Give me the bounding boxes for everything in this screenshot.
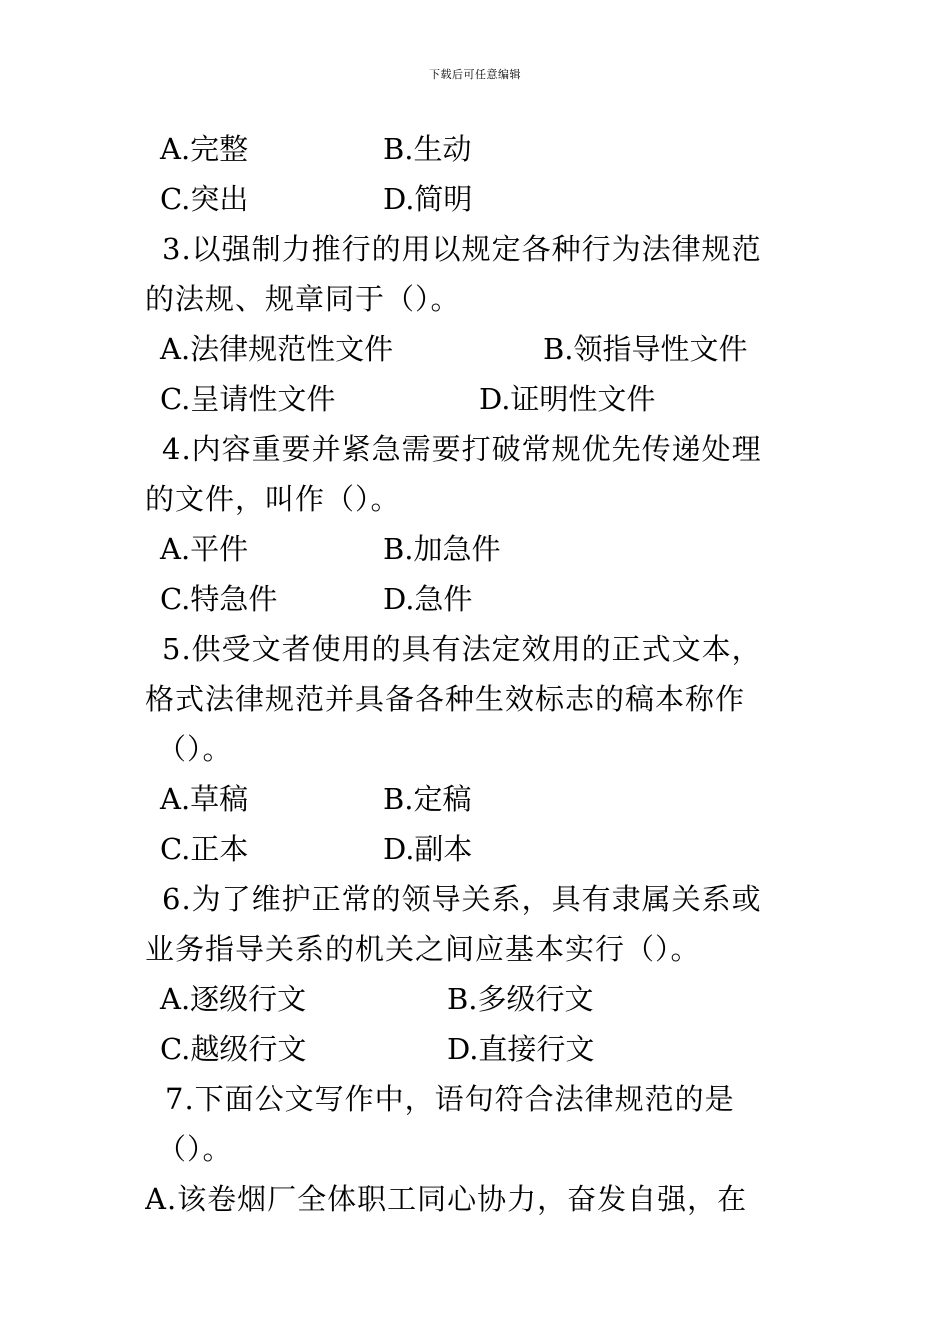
q4-stem-line-1: 4.内容重要并紧急需要打破常规优先传递处理	[162, 432, 762, 466]
q4-option-c: C.特急件	[160, 582, 278, 616]
q5-options-row-1	[145, 774, 815, 824]
q2-option-d: D.简明	[383, 182, 473, 216]
q5-stem-line-3: （）。	[157, 732, 233, 766]
q2-options-row-2	[145, 174, 815, 224]
document-body	[145, 124, 815, 1224]
q6-option-b: B.多级行文	[447, 982, 594, 1016]
q7-stem-line-2: （）。	[157, 1132, 233, 1166]
q2-option-b: B.生动	[383, 132, 472, 166]
q5-option-d: D.副本	[383, 832, 473, 866]
q3-stem-line-2: 的法规、规章同于（）。	[145, 282, 461, 316]
q5-option-a: A.草稿	[160, 782, 249, 816]
q2-option-c: C.突出	[160, 182, 249, 216]
q4-stem-line-2: 的文件，叫作（）。	[145, 482, 401, 516]
q6-stem-line-2: 业务指导关系的机关之间应基本实行（）。	[145, 932, 701, 966]
q3-option-b: B.领指导性文件	[543, 332, 748, 366]
q3-option-d: D.证明性文件	[479, 382, 656, 416]
q4-options-row-1	[145, 524, 815, 574]
q4-option-d: D.急件	[383, 582, 473, 616]
q5-stem-line-1: 5.供受文者使用的具有法定效用的正式文本，	[162, 632, 762, 666]
q2-options-row-1	[145, 124, 815, 174]
q3-options-row-1	[145, 324, 815, 374]
q4-option-b: B.加急件	[383, 532, 501, 566]
q3-option-a: A.法律规范性文件	[160, 332, 394, 366]
q5-option-c: C.正本	[160, 832, 249, 866]
q3-options-row-2	[145, 374, 815, 424]
q2-option-a: A.完整	[160, 132, 249, 166]
q6-option-c: C.越级行文	[160, 1032, 307, 1066]
q6-options-row-2	[145, 1024, 815, 1074]
q4-options-row-2	[145, 574, 815, 624]
q5-option-b: B.定稿	[383, 782, 472, 816]
page-header: 下载后可任意编辑	[429, 68, 521, 81]
q7-option-a-line: A.该卷烟厂全体职工同心协力，奋发自强，在	[145, 1182, 748, 1216]
q3-option-c: C.呈请性文件	[160, 382, 336, 416]
q6-option-d: D.直接行文	[447, 1032, 595, 1066]
q5-stem-line-2: 格式法律规范并具备各种生效标志的稿本称作	[145, 682, 746, 716]
q7-stem-line-1: 7.下面公文写作中，语句符合法律规范的是	[165, 1082, 735, 1116]
q3-stem-line-1: 3.以强制力推行的用以规定各种行为法律规范	[162, 232, 762, 266]
q4-option-a: A.平件	[160, 532, 249, 566]
q6-stem-line-1: 6.为了维护正常的领导关系，具有隶属关系或	[162, 882, 762, 916]
q6-options-row-1	[145, 974, 815, 1024]
q5-options-row-2	[145, 824, 815, 874]
q6-option-a: A.逐级行文	[160, 982, 307, 1016]
